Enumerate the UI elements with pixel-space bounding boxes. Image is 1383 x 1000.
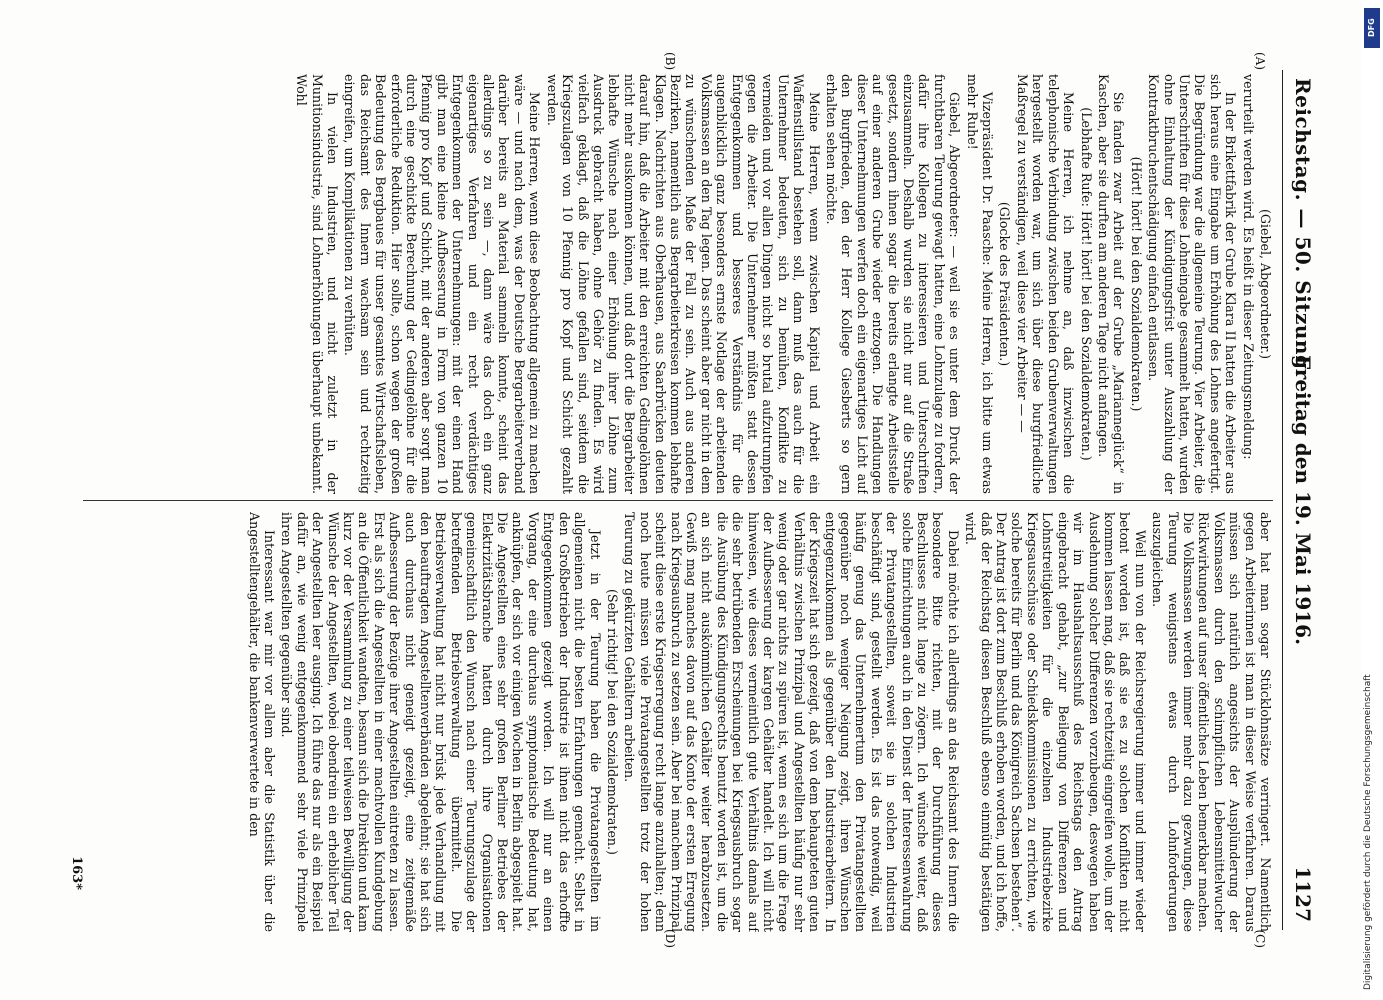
paragraph: Dabei möchte ich allerdings an das Reichsamt des Innern die besondere Bitte richten, mit der Durchführung dieses Beschlusses nicht lange zu zögern. Ich wünsche weiter, daß solche Einrichtungen auch in den Dienst der Interessenwahrung der Privatangestellten, soweit sie in solchen Industrien beschäftigt sind, gestellt werden. Es ist das notwendig, weil häufig genug das Unternehmertum den Privatangestellten gegenüber noch weniger Neigung zeigt, ihren Wünschen entgegenzukommen als gegenüber den Industriearbeitern. In der Kriegszeit hat sich gezeigt, daß von dem behaupteten guten Verhältnis zwischen Prinzipal und Angestellten häufig nur sehr wenig oder gar nichts zu spüren ist, wenn es sich um die Frage der Aufbesserung der kargen Gehälter handelt. Ich will nicht hinweisen, wie dieses vermeintlich gute Verhältnis damals auf die sehr betrübenden Erscheinungen bei Kriegsausbruch sogar die Ausübung des Kündigungsrechts benutzt worden ist, um die an sich nicht auskömmlichen Gehälter weiter herabzusetzen. Gewiß mag manches davon auf das Konto der ersten Erregung nach Kriegsausbruch zu setzen sein. Aber bei manchem Prinzipal scheint diese erste Kriegserregung recht lange anzuhalten; denn noch heute müssen viele Privatangestellten trotz der hohen Teurung zu gekürzten Gehältern arbeiten. [621,512,961,932]
paragraph: (Hört! hört! bei den Sozialdemokraten.) [1128,156,1144,412]
signature-mark: 163* [68,856,84,890]
page-header [1282,70,1323,930]
rotated-page [47,50,1337,950]
paragraph: Vizepräsident Dr. Paasche: Meine Herren, ich bitte um etwas mehr Ruhe! [964,74,995,494]
left-column [83,74,1273,494]
header-left: Reichstag. — 50. Sitzung. [1290,78,1315,377]
paragraph: Interessant war mir vor allem aber die Statistik über die Angestelltengehälter, die bankenverwertete in den [246,512,277,932]
margin-mark-a: (A) [1252,52,1267,71]
right-column [83,512,1273,932]
header-center: Freitag den 19. Mai 1916. [1290,354,1315,646]
paragraph: Meine Herren, wenn zwischen Kapital und Arbeit ein Waffenstillstand bestehen soll, dann muß das auch für die Unternehmer bedeuten, sich zu bemühen, Konflikte zu vermeiden und vor allen Dingen nicht so brutal aufzutrumpfen gegen die Arbeiter. Die Unternehmer müßten statt dessen Entgegenkommen und besseres Verständnis für die augenblicklich ganz besonders ernste Notlage der arbeitenden Volksmassen an den Tag legen. Das scheint aber gar nicht in dem zu wünschenden Maße der Fall zu sein. Auch aus anderen Bezirken, namentlich aus Bergarbeiterkreisen kommen lebhafte Klagen. Nachrichten aus Oberhausen, aus Saarbrücken deuten darauf hin, daß die Arbeiter mit den erreichten Gedingelöhnen nicht mehr auskommen können, und daß dort die Bergarbeiter lebhafte Wünsche nach einer Erhöhung ihrer Löhne zum Ausdruck gebracht haben, ohne Gehör zu finden. Es wird vielfach geklagt, daß die Löhne gefallen sind, seitdem die Kriegszulagen von 10 Pfennig pro Kopf und Schicht gezahlt werden. [544,74,822,494]
page-content [47,50,1337,950]
paragraph: (Sehr richtig! bei den Sozialdemokraten.) [604,589,620,855]
paragraph: Meine Herren, ich nehme an, daß inzwischen die telephonische Verbindung zwischen beiden Grubenverwaltungen hergestellt worden war, um sich über diese burgfriedliche Maßregel zu verständigen, weil diese vier Arbeiter — — [1014,74,1076,494]
dfg-side-strip [1361,0,1383,1000]
paragraph: In der Brikettfabrik der Grube Klara II hatten die Arbeiter aus sich heraus eine Eingabe um Erhöhung des Lohnes angefertigt. Die Begründung war die allgemeine Teurung. Vier Arbeiter, die Unterschriften für diese Lohneingabe gesammelt hatten, wurden ohne Einhaltung der Kündigungsfrist unter Auszahlung der Kontraktbruchentschädigung einfach entlassen. [1145,74,1238,494]
margin-mark-d: (D) [662,929,677,948]
paragraph: In vielen Industrien, und nicht zuletzt in der Munitionsindustrie, sind Lohnerhöhungen überhaupt unbekannt. Wohl [293,74,340,494]
paragraph: (Giebel, Abgeordneter.) [1257,209,1273,359]
paragraph: Meine Herren, wenn diese Beobachtung allgemein zu machen wäre — und nach dem, was der Deutsche Bergarbeiterverband darüber bereits an Material sammeln konnte, scheint das allerdings so zu sein —, dann wäre das doch ein ganz eigenartiges Verfahren und ein recht verdächtiges Entgegenkommen der Unternehmungen: mit der einen Hand gibt man eine kleine Aufbesserung in Form von ganzen 10 Pfennig pro Kopf und Schicht, mit der anderen aber sorgt man durch eine geschickte Berechnung der Gedingelöhne für die erforderliche Reduktion. Hier sollte, schon wegen der großen Bedeutung des Bergbaues für unser gesamtes Wirtschaftsleben, das Reichsamt des Innern wachsam sein und rechtzeitig eingreifen, um Komplikationen zu verhüten. [341,74,542,494]
paragraph: Sie fanden zwar Arbeit auf der Grube „Marianneglück“ in Kaschen, aber sie durften am anderen Tage nicht anfangen. [1095,74,1126,494]
paragraph: verurteilt werden wird. Es heißt in dieser Zeitungsmeldung: [1240,74,1256,460]
margin-mark-c: (C) [1252,929,1267,948]
dfg-logo: DFG [1364,8,1380,48]
paragraph: Weil nun von der Reichsregierung immer und immer wieder betont worden ist, daß sie es zu solchen Konflikten nicht kommen lassen mag, daß sie rechtzeitig eingreifen wolle, um der Ausdehnung solcher Differenzen vorzubeugen, deswegen haben wir im Haushaltsausschuß des Reichstags den Antrag eingebracht gehabt, „zur Beilegung von Differenzen und Lohnstreitigkeiten für die einzelnen Industriebezirke Kriegsausschüsse oder Schiedskommissionen zu errichten, wie solche bereits für Berlin und das Königreich Sachsen bestehen“. Der Antrag ist dort zum Beschluß erhoben worden, und ich hoffe, daß der Reichstag diesen Beschluß ebenso einmütig bestätigen wird. [962,512,1148,932]
page-number: 1127 [1290,866,1315,922]
margin-mark-b: (B) [662,52,677,71]
paragraph: Jetzt in der Teurung haben die Privatangestellten im allgemeinen nicht die besten Erfahrungen gemacht. Selbst in den Großbetrieben der Industrie ist ihnen nicht das erhoffte Entgegenkommen gezeigt worden. Ich will nur an einen Vorgang, der eine durchaus symptomatische Bedeutung hat, anknüpfen, der sich vor einigen Wochen in Berlin abgespielt hat. Die Angestellten eines sehr großen Berliner Betriebes der Elektrizitätsbranche hatten durch ihre Organisationen gemeinschaftlich den Wunsch nach einer Teurungszulage der betreffenden Betriebsverwaltung übermittelt. Die Betriebsverwaltung hat nicht nur brüsk jede Verhandlung mit den beauftragten Angestelltenverbänden abgelehnt; sie hat sich auch durchaus nicht geneigt gezeigt, eine zeitgemäße Aufbesserung der Bezüge ihrer Angestellten eintreten zu lassen. Erst als sich die Angestellten in einer machtvollen Kundgebung an die Öffentlichkeit wandten, besann sich die Direktion und kam kurz vor der Versammlung zu einer teilweisen Bewilligung der Wünsche der Angestellten, wobei obendrein ein erheblicher Teil der Angestellten leer ausging. Ich führe das nur als ein Beispiel dafür an, wie wenig entgegenkommend sehr viele Prinzipale ihren Angestellten gegenüber sind. [278,512,603,932]
dfg-credit-text: Digitalisierung gefördert durch die Deutsche Forschungsgemeinschaft [1363,674,1373,990]
paragraph: Giebel, Abgeordneter: — weil sie es unter dem Druck der furchtbaren Teurung gewagt hatten, eine Lohnzulage zu fordern, dafür ihre Kollegen zu interessieren und Unterschriften einzusammeln. Deshalb wurden sie nicht nur auf die Straße gesetzt, sondern ihnen sogar die bereits erlangte Arbeitsstelle auf einer anderen Grube wieder entzogen. Die Handlungen dieser Unternehmungen werfen doch ein eigenartiges Licht auf den Burgfrieden, den der Herr Kollege Giesberts so gern erhalten sehen möchte. [823,74,962,494]
column-divider [83,500,1273,501]
paragraph: (Lebhafte Rufe: Hört! hört! bei den Sozialdemokraten.) [1078,107,1094,461]
paragraph: (Glocke des Präsidenten.) [997,201,1012,367]
paragraph: aber hat man sogar Stücklohnsätze verringert. Namentlich gegen Arbeiterinnen ist man in dieser Weise verfahren. Daraus müssen sich natürlich angesichts der Ausplünderung der Volksmassen durch den schimpflichen Lebensmittelwucher Rückwirkungen auf unser öffentliches Leben bemerkbar machen. Die Volksmassen werden immer mehr dazu gezwungen, diese Teurung wenigstens etwas durch Lohnforderungen auszugleichen. [1149,512,1273,932]
